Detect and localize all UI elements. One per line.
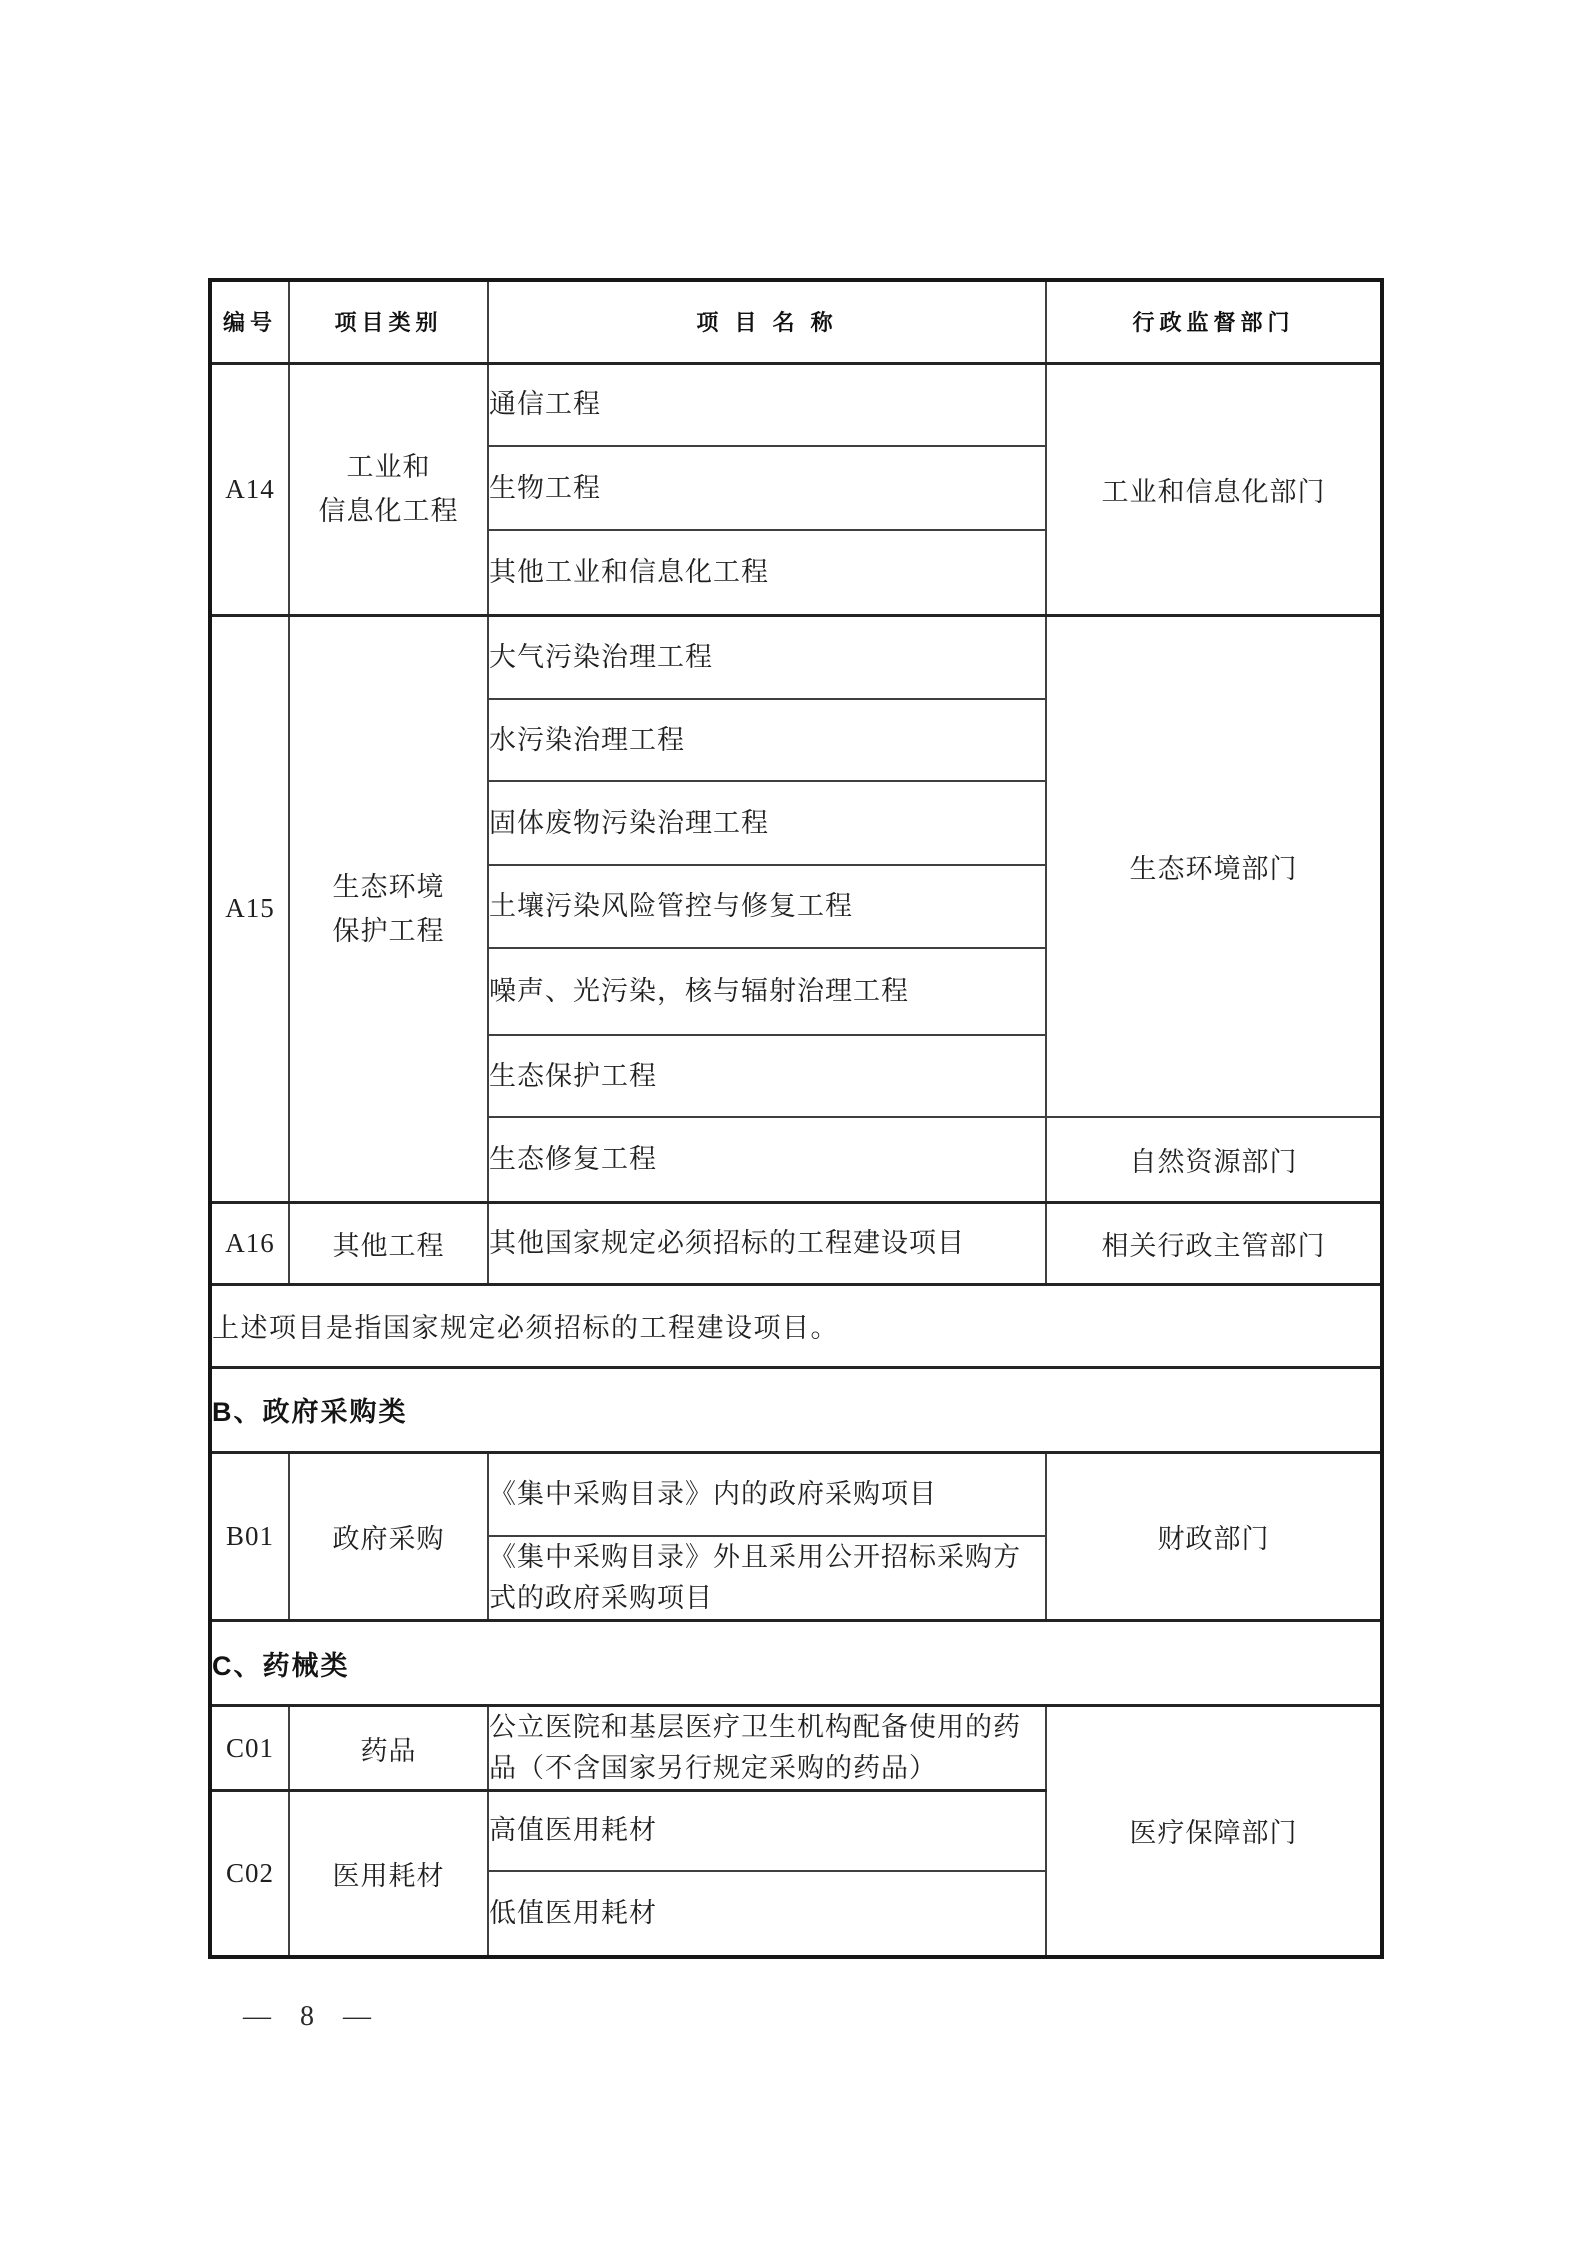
cell-c01-item: 公立医院和基层医疗卫生机构配备使用的药品（不含国家另行规定采购的药品） (488, 1706, 1046, 1791)
cell-c01-category: 药品 (289, 1706, 488, 1791)
cell-b01-category: 政府采购 (289, 1452, 488, 1621)
cell-c02-id: C02 (210, 1791, 289, 1957)
footer-page-number: 8 (300, 2001, 315, 2032)
cell-b01-item-1: 《集中采购目录》内的政府采购项目 (488, 1452, 1046, 1536)
table-row (210, 615, 1382, 699)
project-category-table (208, 278, 1384, 1959)
cell-c01-id: C01 (210, 1706, 289, 1791)
category-line: 信息化工程 (318, 496, 459, 526)
section-c-title: C、药械类 (210, 1621, 1382, 1706)
section-b-row (210, 1367, 1382, 1452)
cell-b01-id: B01 (210, 1452, 289, 1621)
cell-a14-dept: 工业和信息化部门 (1046, 363, 1382, 615)
cell-a15-item-1: 大气污染治理工程 (488, 615, 1046, 699)
footer-dash-right: — (343, 2001, 372, 2032)
cell-a14-item-3: 其他工业和信息化工程 (488, 530, 1046, 615)
cell-a14-category (289, 363, 488, 615)
cell-a16-id: A16 (210, 1202, 289, 1284)
category-line: 生态环境 (332, 871, 445, 902)
table-row (210, 1202, 1382, 1284)
category-line: 保护工程 (332, 915, 445, 946)
cell-b01-item-2: 《集中采购目录》外且采用公开招标采购方式的政府采购项目 (488, 1536, 1046, 1621)
cell-a15-item-7: 生态修复工程 (488, 1117, 1046, 1202)
cell-a15-item-4: 土壤污染风险管控与修复工程 (488, 865, 1046, 948)
cell-a16-dept: 相关行政主管部门 (1046, 1202, 1382, 1284)
cell-a15-category (289, 615, 488, 1202)
cell-a14-id: A14 (210, 363, 289, 615)
cell-a15-id: A15 (210, 615, 289, 1202)
note-text: 上述项目是指国家规定必须招标的工程建设项目。 (210, 1284, 1382, 1367)
col-header-dept: 行政监督部门 (1046, 280, 1382, 363)
col-header-id: 编号 (210, 280, 289, 363)
col-header-category: 项目类别 (289, 280, 488, 363)
table-row (210, 363, 1382, 446)
cell-a16-category: 其他工程 (289, 1202, 488, 1284)
table-note-row (210, 1284, 1382, 1367)
cell-b01-dept: 财政部门 (1046, 1452, 1382, 1621)
cell-c-dept-medical: 医疗保障部门 (1046, 1706, 1382, 1957)
cell-a14-item-2: 生物工程 (488, 446, 1046, 530)
cell-a14-item-1: 通信工程 (488, 363, 1046, 446)
section-b-title: B、政府采购类 (210, 1367, 1382, 1452)
footer-dash-left: — (243, 2001, 272, 2032)
cell-a16-item: 其他国家规定必须招标的工程建设项目 (488, 1202, 1046, 1284)
cell-a15-dept-item7: 自然资源部门 (1046, 1117, 1382, 1202)
category-line: 工业和 (346, 452, 431, 482)
cell-c02-category: 医用耗材 (289, 1791, 488, 1957)
cell-a15-item-2: 水污染治理工程 (488, 699, 1046, 781)
table-row (210, 1706, 1382, 1791)
table-row (210, 1452, 1382, 1536)
table-header-row (210, 280, 1382, 363)
cell-a15-item-3: 固体废物污染治理工程 (488, 781, 1046, 865)
cell-a15-dept-main: 生态环境部门 (1046, 615, 1382, 1117)
cell-a15-item-6: 生态保护工程 (488, 1035, 1046, 1117)
page-footer (243, 2001, 372, 2033)
cell-c02-item-1: 高值医用耗材 (488, 1791, 1046, 1871)
cell-a15-item-5: 噪声、光污染，核与辐射治理工程 (488, 948, 1046, 1035)
cell-c02-item-2: 低值医用耗材 (488, 1871, 1046, 1957)
col-header-name: 项 目 名 称 (488, 280, 1046, 363)
section-c-row (210, 1621, 1382, 1706)
